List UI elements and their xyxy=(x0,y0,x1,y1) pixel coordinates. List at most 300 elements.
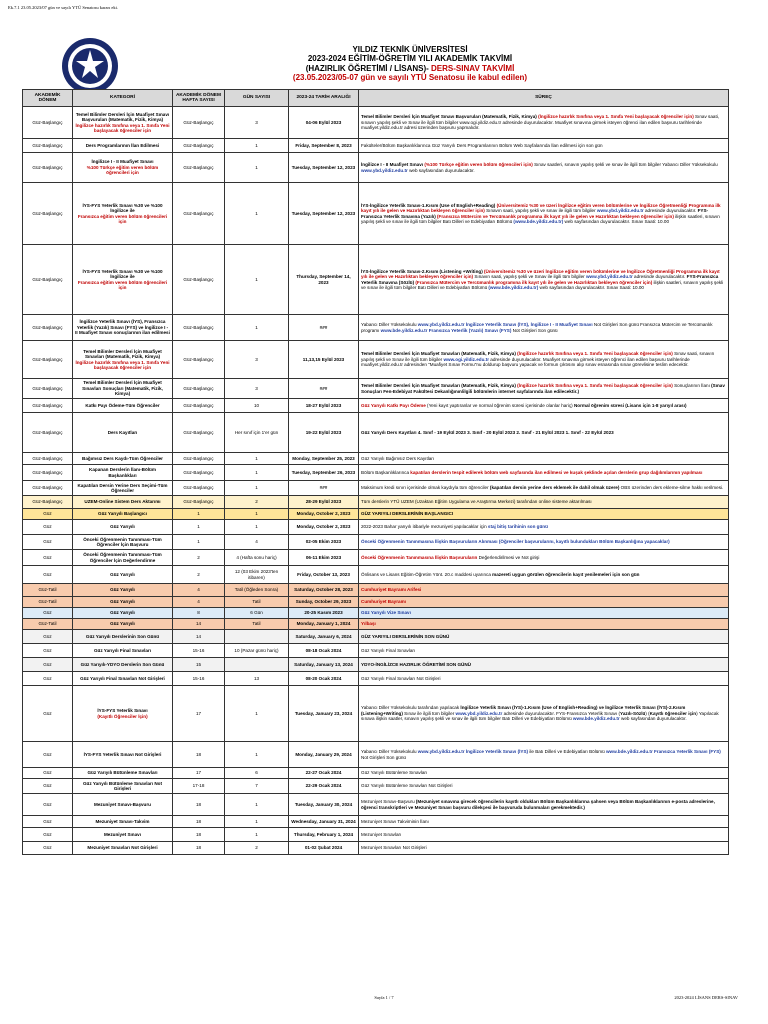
surec-segment: (İngilizce hazırlık Sınıfına veya 1. Sınıfa Yeni başlayacak öğrenciler için) xyxy=(538,114,694,120)
cell-tarih: Monday, January 1, 2024 xyxy=(289,619,359,630)
kategori-text: Güz Yarıyılı Bütünleme Sınavları xyxy=(87,770,158,776)
surec-segment: (Sınav Sonuçları Fen-Edebiyat Fakültesi Dekanlığının/ilgili bölümlerin internet sayfalarında ilan edilecektir.) xyxy=(361,383,725,394)
surec-segment: OBS üzerinden ders ekleme-silme hakkı verilmesi. xyxy=(619,485,724,491)
cell-tarih: Monday, October 2, 2023 xyxy=(289,520,359,535)
cell-gun: 7 xyxy=(225,779,289,794)
kategori-text: Güz Yarıyılı Final Sınavları xyxy=(93,647,152,653)
cell-donem: Güz-Başlangıç xyxy=(23,139,73,153)
kategori-text: İYS-FYS Yeterlik Sınavı xyxy=(97,708,148,714)
cell-surec xyxy=(359,742,729,768)
surec-segment: (Fransızca Mütercim ve Tercümanlık programına ilk kayıt yılı ile gelen ve Hazırlıktan bekleyen öğrenciler için) xyxy=(437,213,674,219)
cell-surec xyxy=(359,619,729,630)
surec-segment: www.ogi.yildiz.edu.tr xyxy=(443,356,489,362)
surec-segment: (www.bde.yildiz.edu.tr) xyxy=(513,218,564,224)
cell-gun: 1 xyxy=(225,686,289,742)
surec-segment: web sayfasından duyurulacaktır. xyxy=(619,716,687,722)
surec-segment: ile Batı Dilleri ve Edebiyatları Bölümü xyxy=(528,749,606,755)
cell-kategori xyxy=(73,153,173,183)
cell-gun: 1 xyxy=(225,742,289,768)
surec-segment: adresinde duyurulacaktır. Muafiyet sınavına girmek isteyen öğrenci ilan edilen başvuru tarihlerinde muafiyet.yildiz.edu.tr adresinden "Muafiyet Sınav Formu"nu doldurup başvuru yapacak ve formun çıktısını alıp sınav esnasında sınav görevlisine teslim edecektir. xyxy=(361,356,690,368)
cell-gun: 12 (03 Ekim 2023'ten itibaren) xyxy=(225,566,289,584)
cell-gun: 1 xyxy=(225,453,289,465)
surec-segment: GÜZ YARIYILI DERSLERİNİN BAŞLANGICI xyxy=(361,511,454,517)
cell-kategori xyxy=(73,658,173,672)
cell-hafta: 2 xyxy=(173,566,225,584)
kategori-text: Mezuniyet Sınavı-Başvuru xyxy=(94,801,151,807)
cell-tarih: Thursday, September 14, 2023 xyxy=(289,245,359,315)
cell-surec xyxy=(359,658,729,672)
surec-segment: İYS-İngilizce Yeterlik Sınavı-2.Kısım (Listening +Writing) xyxy=(361,268,484,274)
cell-donem: Güz-Başlangıç xyxy=(23,107,73,139)
cell-kategori xyxy=(73,550,173,566)
cell-surec xyxy=(359,453,729,465)
cell-surec xyxy=(359,341,729,379)
cell-surec xyxy=(359,183,729,245)
cell-surec xyxy=(359,399,729,413)
table-row xyxy=(23,550,729,566)
surec-segment: web sayfasından duyurulacaktır. xyxy=(407,167,475,173)
kategori-text: Güz Yarıyılı xyxy=(110,599,135,605)
kategori-note: İngilizce hazırlık Sınıfına veya 1. Sınıfa Yeni başlayacak öğrenciler için xyxy=(75,359,170,370)
surec-segment: Güz Yarıyılı Bütünleme Sınavları Not Girişleri xyxy=(361,783,453,789)
surec-segment: Sınav ile ilgili tüm bilgiler xyxy=(402,710,456,716)
table-row xyxy=(23,686,729,742)
table-row xyxy=(23,584,729,597)
cell-kategori xyxy=(73,413,173,453)
surec-segment: Yazılı-Sözlü xyxy=(620,710,646,716)
cell-gun: 2 xyxy=(225,842,289,855)
cell-tarih: Saturday, January 13, 2024 xyxy=(289,658,359,672)
cell-surec xyxy=(359,465,729,481)
cell-surec xyxy=(359,608,729,619)
cell-tarih: 20-25 Kasım 2023 xyxy=(289,608,359,619)
cell-tarih: Tuesday, January 30, 2024 xyxy=(289,794,359,816)
cell-surec xyxy=(359,597,729,608)
surec-segment: www.bde.yildiz.edu.tr Fransızca Yeterlik (Yazılı) Sınavı (FYS) xyxy=(380,327,512,333)
surec-segment: Güz Yarıyılı Bütünleme Sınavları xyxy=(361,770,428,776)
cell-donem: Güz-Başlangıç xyxy=(23,183,73,245)
surec-segment: Sonuçlarının İlanı xyxy=(672,383,712,389)
cell-kategori xyxy=(73,481,173,496)
cell-kategori xyxy=(73,842,173,855)
cell-donem: Güz xyxy=(23,566,73,584)
surec-segment: Yılbaşı xyxy=(361,621,376,627)
surec-segment: (İngilizce hazırlık Sınıfına veya 1. Sınıfa Yeni başlayacak öğrenciler için) xyxy=(517,351,673,357)
cell-gun: 4 (Hafta sonu hariç) xyxy=(225,550,289,566)
surec-segment: Önceki Öğrenmenin Tanınmasına İlişkin Başvuruların xyxy=(361,554,478,560)
table-row xyxy=(23,465,729,481)
table-row xyxy=(23,496,729,509)
surec-segment: Güz Yarıyılı Final Sınavları Not Girişleri xyxy=(361,675,441,681)
cell-hafta: 18 xyxy=(173,794,225,816)
table-row xyxy=(23,794,729,816)
table-row xyxy=(23,341,729,379)
cell-hafta: 17 xyxy=(173,686,225,742)
surec-segment: Sınav saatleri, sınavın yapılış şekli ve sınav ile ilgili tüm bilgiler Yabancı Diller Yüksekokulu xyxy=(532,162,718,168)
kategori-text: İYS-FYS Yeterlik Sınavı Not Girişleri xyxy=(83,751,162,757)
cell-hafta: 8 xyxy=(173,608,225,619)
cell-kategori xyxy=(73,816,173,828)
table-row xyxy=(23,183,729,245)
cell-tarih: 02-05 Ekim 2023 xyxy=(289,535,359,550)
surec-segment: Sınavın saati, yapılış şekli ve Sınav ile ilgili tüm bilgiler xyxy=(473,274,586,280)
cell-gun: 1 xyxy=(225,139,289,153)
cell-surec xyxy=(359,630,729,644)
table-row xyxy=(23,658,729,672)
cell-kategori xyxy=(73,794,173,816)
cell-kategori xyxy=(73,619,173,630)
cell-donem: Güz-Tatil xyxy=(23,619,73,630)
surec-segment: GÜZ YARIYILI DERSLERİNİN SON GÜNÜ xyxy=(361,633,450,639)
kategori-text: İngilizce I - II Muafiyet Sınavı xyxy=(91,159,154,165)
cell-tarih: 18-27 Eylül 2023 xyxy=(289,399,359,413)
cell-hafta: 18 xyxy=(173,828,225,842)
header-subtitle xyxy=(130,64,690,73)
cell-gun: 3 xyxy=(225,107,289,139)
kategori-text: Önceki Öğrenmenin Tanınması-Tüm Öğrenciler İçin Başvuru xyxy=(83,536,162,547)
surec-segment: Bölüm Başkanlıklarınca xyxy=(361,469,411,475)
surec-segment: www.ybd.yildiz.edu.tr İngilizce Yeterlik Sınavı (İYS) xyxy=(417,749,529,755)
cell-donem: Güz-Tatil xyxy=(23,597,73,608)
kategori-text: Temel Bilimler Dersleri İçin Muafiyet Sınavı Başvuruları (Matematik, Fizik, Kimya) xyxy=(75,111,170,123)
cell-hafta: Güz-Başlangıç xyxy=(173,107,225,139)
cell-tarih: Friday, September 8, 2023 xyxy=(289,139,359,153)
cell-donem: Güz xyxy=(23,686,73,742)
cell-tarih: 19-22 Eylül 2023 xyxy=(289,413,359,453)
cell-tarih: 08-18 Ocak 2024 xyxy=(289,644,359,658)
cell-surec xyxy=(359,107,729,139)
cell-surec xyxy=(359,413,729,453)
cell-surec xyxy=(359,828,729,842)
table-row xyxy=(23,779,729,794)
cell-hafta: 14 xyxy=(173,630,225,644)
cell-hafta: Güz-Başlangıç xyxy=(173,341,225,379)
surec-segment: www.ybd.yildiz.edu.tr İngilizce Yeterlik Sınavı (İYS), İngilizce I - II Muafiyet Sınavı xyxy=(417,322,593,328)
cell-donem: Güz xyxy=(23,509,73,520)
surec-segment: Normal öğrenim süresi (Lisans için 1-8 yarıyıl arası) xyxy=(573,402,687,408)
cell-hafta: 4 xyxy=(173,597,225,608)
document-header xyxy=(130,45,690,82)
cell-gun: 1 xyxy=(225,183,289,245)
cell-surec xyxy=(359,509,729,520)
cell-surec xyxy=(359,535,729,550)
surec-segment: adresinde duyurulacaktır. FYS-Fransızca Yeterlik Sınavı ( xyxy=(502,710,621,716)
surec-segment: Kayıtlı öğrenciler için xyxy=(649,710,697,716)
cell-gun: 1 xyxy=(225,465,289,481)
table-row xyxy=(23,520,729,535)
cell-gun: 13 xyxy=(225,672,289,686)
cell-gun: 10 xyxy=(225,399,289,413)
cell-gun: 3 xyxy=(225,341,289,379)
cell-tarih: ### xyxy=(289,315,359,341)
kategori-text: Güz Yarıyılı Bütünleme Sınavları Not Girişleri xyxy=(82,780,163,791)
cell-hafta: 17-18 xyxy=(173,779,225,794)
cell-kategori xyxy=(73,672,173,686)
table-row xyxy=(23,597,729,608)
kategori-text: İYS-FYS Yeterlik Sınavı %30 ve %100 İngilizce ile xyxy=(82,202,163,214)
cell-tarih: Saturday, October 28, 2023 xyxy=(289,584,359,597)
surec-segment: 2022-2023 Bahar yarıyılı itibariyle mezuniyeti yapılacaklar için xyxy=(361,524,488,530)
footer-document-name: 2023-2024 LİSANS DERS-SINAV xyxy=(674,995,738,1000)
kategori-text: Temel Bilimler Dersleri İçin Muafiyet Sınavları (Matematik, Fizik, Kimya) xyxy=(83,348,162,360)
surec-segment: (Üniversitemiz %30 ve üzeri İngilizce eğitim veren bölümlerine ve İngilizce Öğretmenliği Programına ilk kayıt yılı ile gelen ve Hazırlıktan bekleyen öğrenciler için) xyxy=(361,268,720,280)
table-row xyxy=(23,153,729,183)
cell-donem: Güz xyxy=(23,658,73,672)
kategori-text: Kapanan Derslerin İlanı-Bölüm Başkanlıkları xyxy=(89,467,156,478)
col-header-surec: SÜREÇ xyxy=(359,90,729,107)
cell-tarih: Tuesday, September 12, 2023 xyxy=(289,153,359,183)
surec-segment: Güz Yarıyılı Vize Sınavı xyxy=(361,610,411,616)
surec-segment: Fakülteler/Bölüm Başkanlıklarınca Güz Yarıyılı Ders Programlarının Bölüm Web Sayfalarında İlan edilmesi için son gün xyxy=(361,142,603,148)
cell-donem: Güz-Başlangıç xyxy=(23,481,73,496)
cell-kategori xyxy=(73,315,173,341)
cell-hafta: 1 xyxy=(173,509,225,520)
cell-donem: Güz-Başlangıç xyxy=(23,453,73,465)
col-header-donem: AKADEMİK DÖNEM xyxy=(23,90,73,107)
surec-segment: Mezuniyet Sınavları xyxy=(361,831,402,837)
table-row xyxy=(23,619,729,630)
cell-hafta: 1 xyxy=(173,535,225,550)
surec-segment: web sayfasından duyurulacaktır. Sınav Saati: 10.00 xyxy=(538,284,644,290)
cell-gun: Tatil xyxy=(225,619,289,630)
surec-segment: ilişkin saatleri, sınavın yapılış şekli ve sınav ile ilgili tüm bilgiler Batı Dilleri ve Edebiyatları Bölümü xyxy=(361,213,720,224)
cell-tarih: Tuesday, January 23, 2024 xyxy=(289,686,359,742)
surec-segment: ilişkin saatleri, sınavın yapılış şekli ve sınav ile ilgili tüm bilgiler Batı Dilleri ve Edebiyatları Bölümü xyxy=(361,279,724,290)
surec-segment: Yabancı Diller Yüksekokulu xyxy=(361,749,418,755)
kategori-text: Güz Yarıyılı Başlangıcı xyxy=(98,511,147,517)
surec-segment: Temel Bilimler Dersleri İçin Muafiyet Sınavları (Matematik, Fizik, Kimya) xyxy=(361,351,518,357)
cell-gun: 1 xyxy=(225,315,289,341)
surec-segment: Temel Bilimler Dersleri İçin Muafiyet Sınavları (Matematik, Fizik, Kimya) xyxy=(361,383,518,389)
cell-gun: 1 xyxy=(225,794,289,816)
surec-segment: Sınavın saati, yapılış şekli ve sınav ile ilgili tüm bilgiler xyxy=(484,208,597,214)
surec-segment: www.ybd.yildiz.edu.tr xyxy=(361,167,408,173)
cell-donem: Güz-Başlangıç xyxy=(23,413,73,453)
cell-surec xyxy=(359,139,729,153)
surec-segment: (%100 Türkçe eğitim veren bölüm öğrencileri için) xyxy=(424,162,533,168)
surec-segment: Güz Yarıyılı Katkı Payı Ödeme xyxy=(361,402,426,408)
kategori-text: Mezuniyet Sınavları Not Girişleri xyxy=(87,845,158,851)
surec-segment: adresinde duyurulacaktır. xyxy=(643,208,698,214)
table-row xyxy=(23,816,729,828)
surec-segment: www.bde.yildiz.edu.tr xyxy=(572,716,620,722)
cell-tarih: 06-11 Ekim 2023 xyxy=(289,550,359,566)
surec-segment: Yabancı Diller Yüksekokulu xyxy=(361,322,418,328)
cell-gun: 3 xyxy=(225,379,289,399)
surec-segment: YDYO-İNGİLİZCE HAZIRLIK ÖĞRETİMİ SON GÜNÜ xyxy=(361,661,471,667)
surec-segment: Sınav saati, sınavın yapılış şekli ve Sınav ile ilgili tüm bilgiler www.ogi.yildiz.edu.tr adresinde duyurulacaktır. Muafiyet sınavına girmek isteyen öğrenci ilan edilen başvuru tarihlerinde muafiyet.yildiz.edu.tr adresi üzerinden başvuru yapmalıdır. xyxy=(361,114,720,131)
table-row xyxy=(23,509,729,520)
surec-segment: Güz Yarıyılı Ders Kayıtları 4. Sınıf - 19 Eylül 2023 3. Sınıf - 20 Eylül 2023 2. Sınıf - 21 Eylül 2023 1. Sınıf - 22 Eylül 2023 xyxy=(361,429,614,435)
cell-tarih: Wednesday, January 31, 2024 xyxy=(289,816,359,828)
surec-segment: (www.bde.yildiz.edu.tr) xyxy=(488,284,539,290)
surec-segment: FYS-Fransızca Yeterlik Sınavına (Yazılı) xyxy=(361,208,709,219)
surec-segment: Not Girişleri Son günü xyxy=(511,327,558,333)
cell-surec xyxy=(359,584,729,597)
table-row xyxy=(23,399,729,413)
cell-gun: 4 xyxy=(225,535,289,550)
surec-segment: Sınav saati, sınavın yapılış şekli ve Sınav ile ilgili tüm bilgiler xyxy=(361,351,715,362)
cell-donem: Güz xyxy=(23,550,73,566)
cell-tarih: Tuesday, September 26, 2023 xyxy=(289,465,359,481)
surec-segment: (Yeni kayıt yaptıranlar ve normal öğrenim süresi içerisinde olanlar hariç) xyxy=(425,402,574,408)
kategori-text: İYS-FYS Yeterlik Sınavı %30 ve %100 İngilizce ile xyxy=(82,268,163,280)
kategori-note: (Kayıtlı Öğrenciler İçin) xyxy=(97,713,148,719)
cell-gun: 1 xyxy=(225,153,289,183)
kategori-text: Güz Yarıyılı Derslerinin Son Günü xyxy=(85,633,160,639)
table-row xyxy=(23,672,729,686)
cell-hafta: Güz-Başlangıç xyxy=(173,139,225,153)
surec-segment: Önceki Öğrenmenin Tanınmasına İlişkin Başvuruların Alınması (Öğrenciler başvurularını, kayıtlı bulundukları Bölüm Başkanlığına yapacaklar) xyxy=(361,539,670,545)
kategori-text: Mezuniyet Sınavı xyxy=(103,831,141,837)
surec-segment: Cumhuriyet Bayramı xyxy=(361,599,406,605)
cell-tarih: Monday, January 29, 2024 xyxy=(289,742,359,768)
surec-segment: Tüm derslerin YTÜ UZEM (Uzaktan Eğitim Uygulama ve Araştırma Merkezi) tarafından online sisteme aktarılması xyxy=(361,499,592,505)
kategori-text: Güz Yarıyılı-YDYO Derslerin Son Günü xyxy=(80,661,165,667)
cell-gun xyxy=(225,630,289,644)
table-row xyxy=(23,630,729,644)
table-row xyxy=(23,453,729,465)
table-row xyxy=(23,379,729,399)
kategori-text: Güz Yarıyılı xyxy=(110,610,135,616)
table-row xyxy=(23,608,729,619)
cell-surec xyxy=(359,550,729,566)
cell-kategori xyxy=(73,828,173,842)
cell-donem: Güz-Başlangıç xyxy=(23,153,73,183)
cell-donem: Güz-Başlangıç xyxy=(23,399,73,413)
top-note: Ek.7.1 23.05.2023/07 gün ve sayılı YTÜ Senatosu kararı eki. xyxy=(8,5,118,10)
cell-surec xyxy=(359,794,729,816)
cell-donem: Güz xyxy=(23,828,73,842)
kategori-text: Temel Bilimler Dersleri İçin Muafiyet Sınavları Sonuçları (Matematik, Fizik, Kimya) xyxy=(82,380,163,397)
cell-donem: Güz xyxy=(23,742,73,768)
cell-kategori xyxy=(73,139,173,153)
cell-tarih: 22-29 Ocak 2024 xyxy=(289,779,359,794)
surec-segment: Güz Yarıyılı Bağımsız Ders Kayıtları xyxy=(361,455,435,461)
surec-segment: (Fransızca Mütercim ve Tercümanlık programına ilk kayıt yılı ile gelen ve Hazırlıktan bekleyen öğrenciler için) xyxy=(415,279,653,285)
kategori-text: Önceki Öğrenmenin Tanınması-Tüm Öğrenciler İçin Değerlendirme xyxy=(83,552,162,563)
cell-tarih: Thursday, February 1, 2024 xyxy=(289,828,359,842)
table-row xyxy=(23,644,729,658)
cell-donem: Güz xyxy=(23,672,73,686)
header-university: YILDIZ TEKNİK ÜNİVERSİTESİ xyxy=(352,45,468,54)
cell-tarih: ### xyxy=(289,481,359,496)
cell-gun: Tatil (Öğleden Sonra) xyxy=(225,584,289,597)
table-body xyxy=(23,107,729,855)
cell-donem: Güz xyxy=(23,816,73,828)
surec-segment: Önlisans ve Lisans Eğitim-Öğretim Yönt. 20.c maddesi uyarınca xyxy=(361,571,493,577)
cell-surec xyxy=(359,379,729,399)
surec-segment: www.ybd.yildiz.edu.tr xyxy=(596,208,644,214)
cell-gun: 6 xyxy=(225,768,289,779)
cell-kategori xyxy=(73,608,173,619)
surec-segment: Maksimum kredi sınırı içerisinde olmak kaydıyla tüm öğrenciler xyxy=(361,485,490,491)
table-row xyxy=(23,535,729,550)
cell-hafta: 2 xyxy=(173,550,225,566)
surec-segment: Yabancı Diller Yüksekokulu tarafından yapılacak xyxy=(361,705,461,711)
cell-surec xyxy=(359,644,729,658)
kategori-text: İngilizce Yeterlik Sınavı (İYS), Fransızca Yeterlik (Yazılı) Sınavı (FYS) ve İngilizce I - II Muafiyet Sınavı sonuçlarının ilan edilmesi xyxy=(75,319,170,336)
cell-kategori xyxy=(73,183,173,245)
cell-kategori xyxy=(73,107,173,139)
cell-donem: Güz-Başlangıç xyxy=(23,341,73,379)
cell-hafta: 18 xyxy=(173,842,225,855)
cell-hafta: Güz-Başlangıç xyxy=(173,183,225,245)
surec-segment: adresinde duyurulacaktır. xyxy=(632,274,687,280)
cell-tarih: Monday, October 2, 2023 xyxy=(289,509,359,520)
cell-hafta: Güz-Başlangıç xyxy=(173,481,225,496)
kategori-text: Güz Yarıyılı Final Sınavları Not Girişleri xyxy=(80,675,165,681)
table-row xyxy=(23,481,729,496)
cell-donem: Güz-Tatil xyxy=(23,584,73,597)
cell-gun: 2 xyxy=(225,496,289,509)
cell-kategori xyxy=(73,584,173,597)
cell-donem: Güz xyxy=(23,644,73,658)
kategori-text: Güz Yarıyılı xyxy=(110,587,135,593)
cell-kategori xyxy=(73,597,173,608)
cell-gun: 6 Gün xyxy=(225,608,289,619)
cell-hafta: Güz-Başlangıç xyxy=(173,496,225,509)
kategori-note: İngilizce hazırlık Sınıfına veya 1. Sınıfa Yeni başlayacak öğrenciler için xyxy=(75,122,170,133)
university-logo xyxy=(60,36,120,96)
cell-donem: Güz xyxy=(23,794,73,816)
surec-segment: staj bitiş tarihinin son günü xyxy=(487,524,548,530)
table-row xyxy=(23,768,729,779)
surec-segment: ) Yapılacak sınava ilişkin saatler, sınavın yapılış şekli ve sınav ile ilgili tüm bilgiler Batı Dilleri ve Edebiyatları Bölümü xyxy=(361,710,719,722)
table-row xyxy=(23,107,729,139)
cell-hafta: Güz-Başlangıç xyxy=(173,399,225,413)
cell-donem: Güz xyxy=(23,608,73,619)
cell-kategori xyxy=(73,245,173,315)
cell-surec xyxy=(359,245,729,315)
surec-segment: (Mezuniyet sınavına girecek öğrencilerin kayıtlı oldukları Bölüm Başkanlıklarına şahsen veya Bölüm Başkanlıklarının e-posta adreslerine, öğrenci transkriptleri ve Mezuniyet Sınavı başvuru dilekçesi ile başvuruda bulunmaları gerekmektedir.) xyxy=(361,799,715,810)
cell-kategori xyxy=(73,566,173,584)
cell-surec xyxy=(359,315,729,341)
cell-tarih: Sunday, October 29, 2023 xyxy=(289,597,359,608)
table-row xyxy=(23,413,729,453)
col-header-tarih: 2023-24 TARİH ARALIĞI xyxy=(289,90,359,107)
table-row xyxy=(23,315,729,341)
cell-tarih: 01-02 Şubat 2024 xyxy=(289,842,359,855)
cell-hafta: 15 xyxy=(173,658,225,672)
surec-segment: Mezuniyet Sınavları Not Girişleri xyxy=(361,845,427,851)
surec-segment: Mezuniyet Sınavı Takviminin İlanı xyxy=(361,818,429,824)
cell-surec xyxy=(359,816,729,828)
header-calendar-title: 2023-2024 EĞİTİM-ÖĞRETİM YILI AKADEMİK TAKVİMİ xyxy=(307,54,513,64)
surec-segment: (Üniversitemiz %30 ve üzeri İngilizce eğitim veren bölümlerine ve İngilizce Öğretmenliği Programına ilk kayıt yılı ile gelen ve Hazırlıktan bekleyen öğrenciler için) xyxy=(361,202,721,214)
cell-donem: Güz-Başlangıç xyxy=(23,379,73,399)
header-subtitle-b: DERS-SINAV TAKVİMİ xyxy=(431,63,515,73)
cell-surec xyxy=(359,153,729,183)
cell-gun: 1 xyxy=(225,816,289,828)
cell-hafta: 4 xyxy=(173,584,225,597)
cell-tarih: 08-20 Ocak 2024 xyxy=(289,672,359,686)
surec-segment: Mezuniyet Sınavı-Başvuru xyxy=(361,799,416,805)
cell-hafta: Güz-Başlangıç xyxy=(173,379,225,399)
table-header-row xyxy=(23,90,729,107)
cell-surec xyxy=(359,496,729,509)
cell-tarih: ### xyxy=(289,379,359,399)
surec-segment: Cumhuriyet Bayramı Arifesi xyxy=(361,587,422,593)
surec-segment: İngilizce I - II Muafiyet Sınavı xyxy=(361,162,425,168)
cell-surec xyxy=(359,566,729,584)
cell-surec xyxy=(359,686,729,742)
cell-hafta: Güz-Başlangıç xyxy=(173,453,225,465)
cell-gun: 1 xyxy=(225,481,289,496)
kategori-note: Fransızca eğitim veren bölüm öğrencileri için xyxy=(77,279,168,290)
cell-kategori xyxy=(73,742,173,768)
cell-hafta: 17 xyxy=(173,768,225,779)
